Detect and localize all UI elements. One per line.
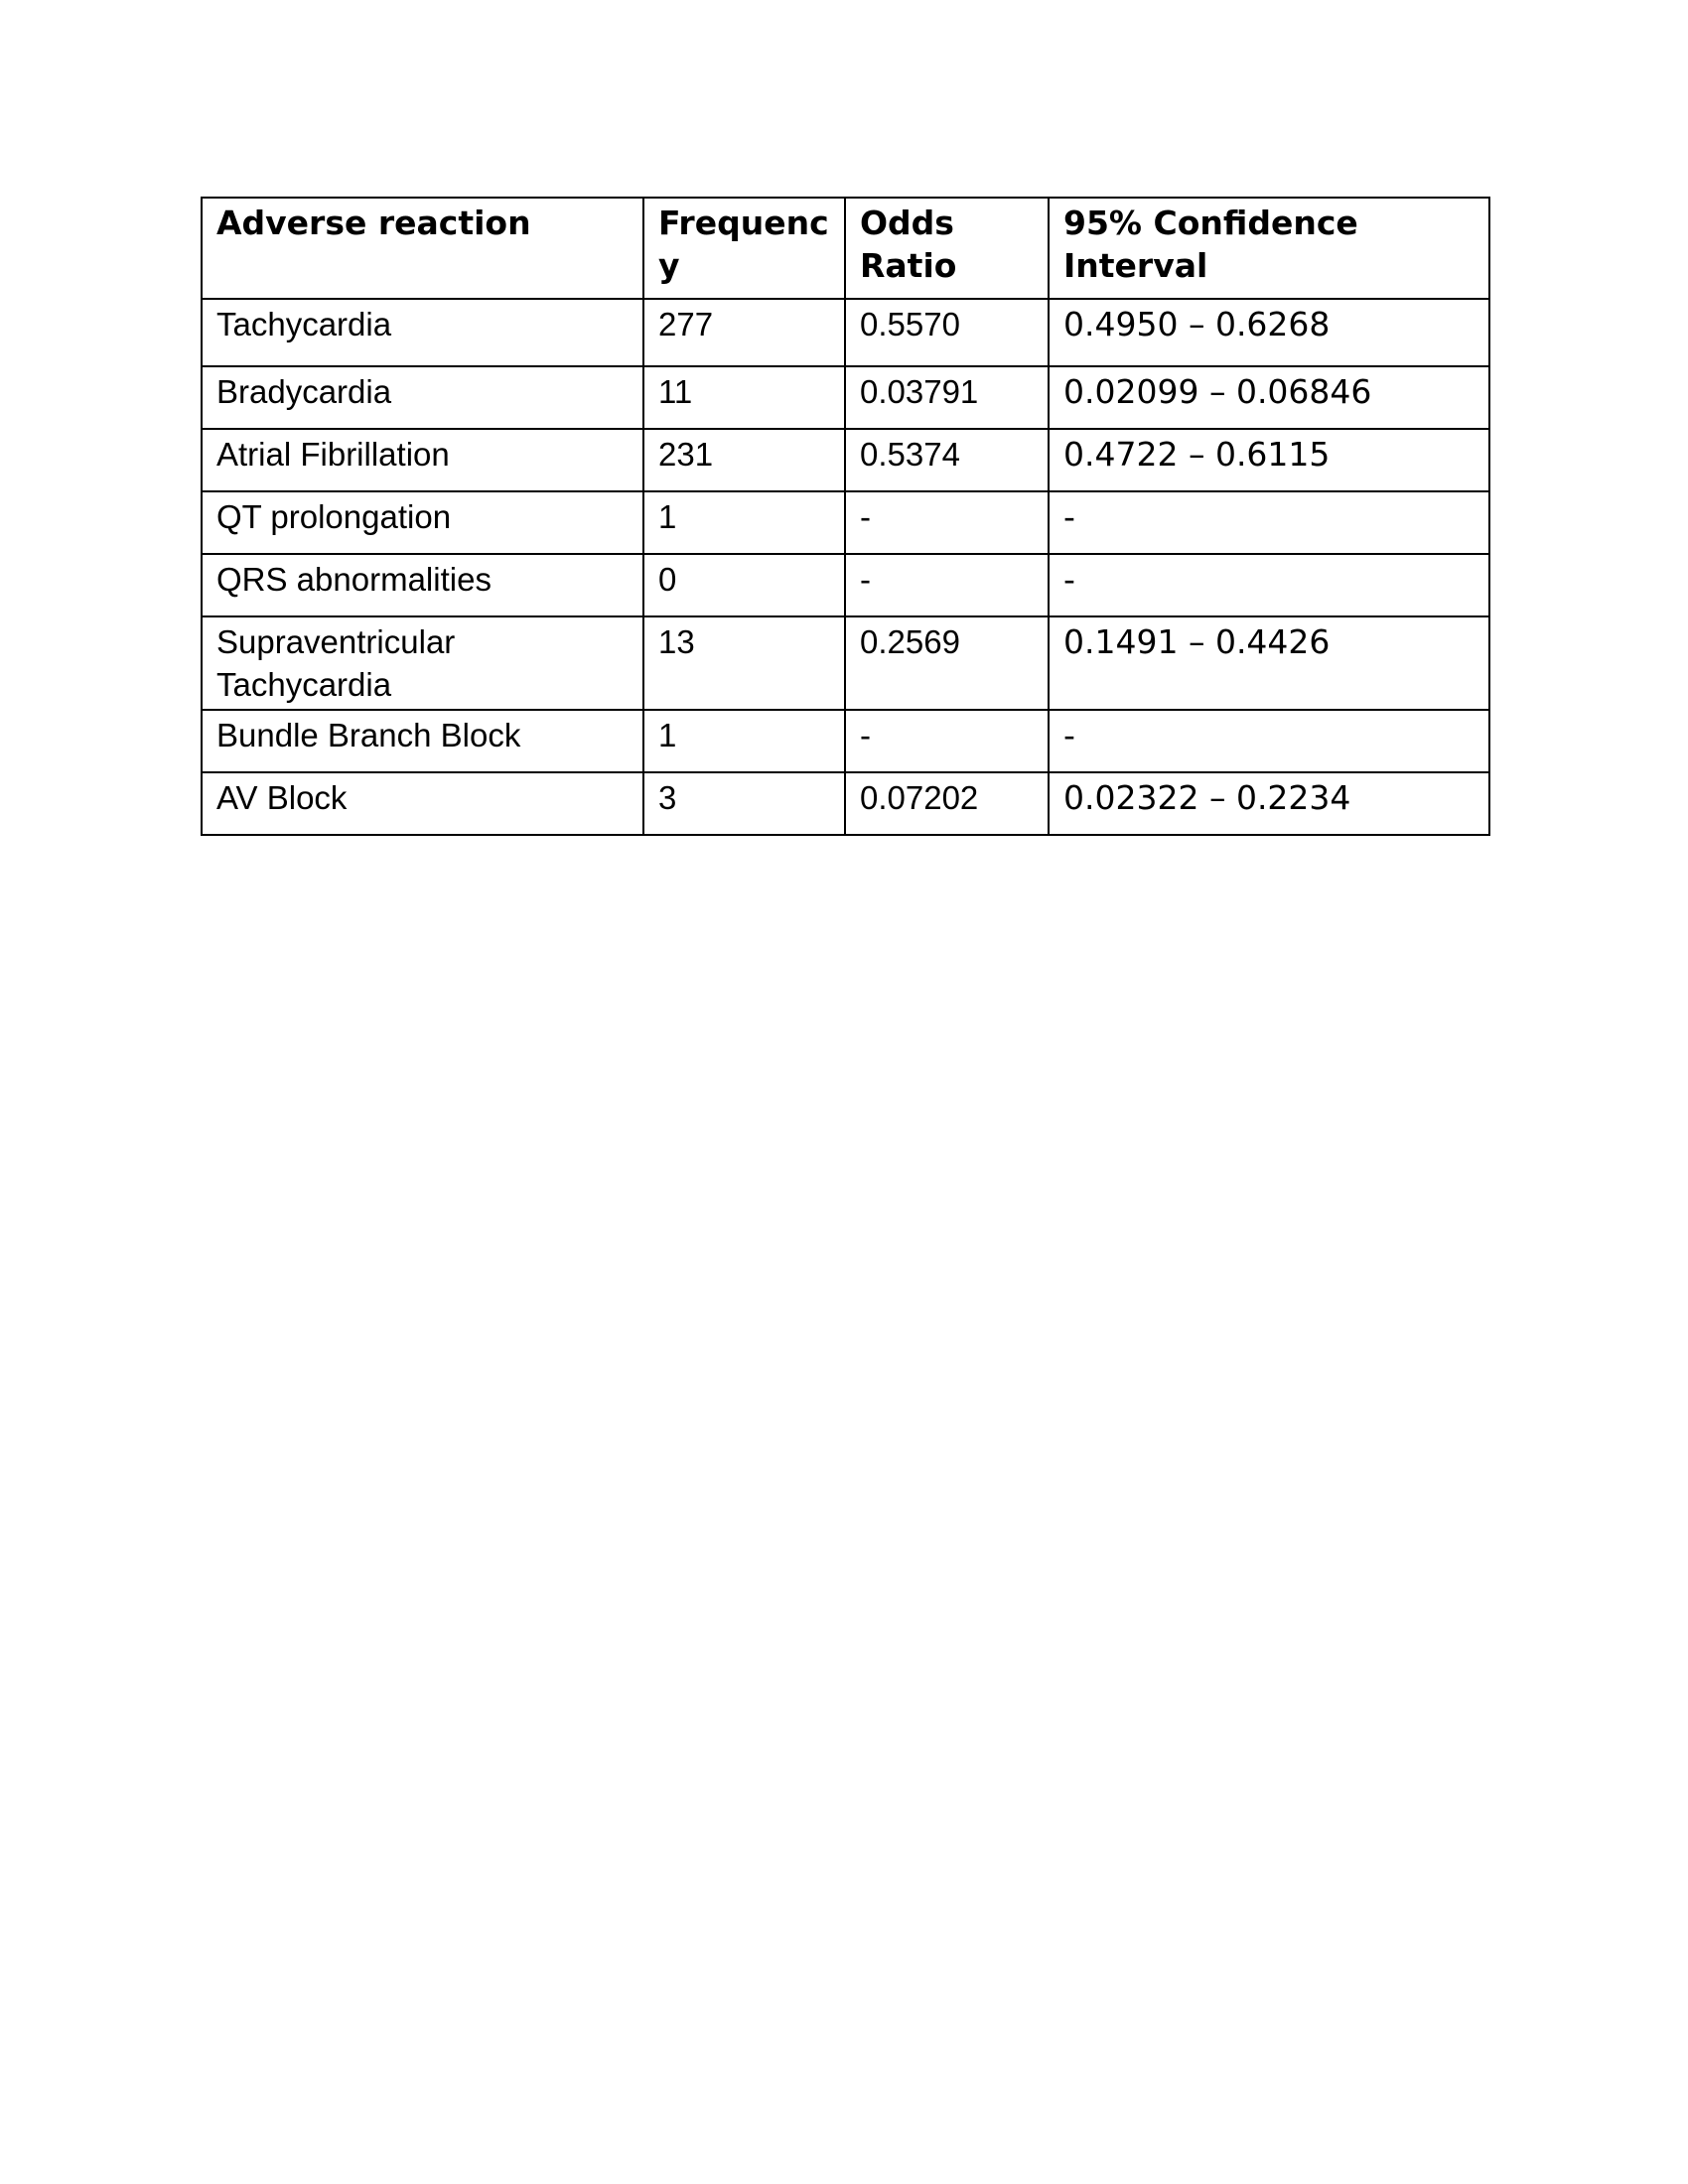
cell-adverse-reaction: Supraventricular Tachycardia: [202, 616, 643, 710]
cell-confidence-interval: -: [1049, 710, 1489, 772]
table-row: [202, 710, 1489, 772]
adverse-reactions-table: [201, 197, 1490, 836]
cell-frequency: 231: [643, 429, 845, 491]
cell-adverse-reaction: Bradycardia: [202, 366, 643, 429]
table-row: [202, 299, 1489, 366]
cell-adverse-reaction: AV Block: [202, 772, 643, 835]
cell-odds-ratio: 0.03791: [845, 366, 1049, 429]
table-row: [202, 554, 1489, 616]
cell-adverse-reaction: QT prolongation: [202, 491, 643, 554]
column-header-adverse-reaction: Adverse reaction: [202, 198, 643, 299]
cell-frequency: 13: [643, 616, 845, 710]
cell-odds-ratio: -: [845, 710, 1049, 772]
cell-confidence-interval: 0.02099 – 0.06846: [1049, 366, 1489, 429]
table-row: [202, 616, 1489, 710]
cell-confidence-interval: 0.4950 – 0.6268: [1049, 299, 1489, 366]
cell-confidence-interval: -: [1049, 491, 1489, 554]
cell-confidence-interval: -: [1049, 554, 1489, 616]
cell-odds-ratio: 0.5374: [845, 429, 1049, 491]
table-row: [202, 772, 1489, 835]
cell-odds-ratio: 0.2569: [845, 616, 1049, 710]
table-header-row: [202, 198, 1489, 299]
column-header-frequency: Frequency: [643, 198, 845, 299]
cell-odds-ratio: 0.07202: [845, 772, 1049, 835]
column-header-odds-ratio: Odds Ratio: [845, 198, 1049, 299]
cell-confidence-interval: 0.02322 – 0.2234: [1049, 772, 1489, 835]
cell-adverse-reaction: Atrial Fibrillation: [202, 429, 643, 491]
cell-frequency: 0: [643, 554, 845, 616]
cell-frequency: 277: [643, 299, 845, 366]
column-header-confidence-interval: 95% Confidence Interval: [1049, 198, 1489, 299]
table-row: [202, 429, 1489, 491]
cell-frequency: 1: [643, 710, 845, 772]
cell-adverse-reaction: Tachycardia: [202, 299, 643, 366]
cell-frequency: 1: [643, 491, 845, 554]
cell-adverse-reaction: Bundle Branch Block: [202, 710, 643, 772]
cell-frequency: 11: [643, 366, 845, 429]
cell-adverse-reaction: QRS abnormalities: [202, 554, 643, 616]
cell-odds-ratio: 0.5570: [845, 299, 1049, 366]
cell-odds-ratio: -: [845, 491, 1049, 554]
table-row: [202, 491, 1489, 554]
cell-frequency: 3: [643, 772, 845, 835]
cell-confidence-interval: 0.1491 – 0.4426: [1049, 616, 1489, 710]
table-row: [202, 366, 1489, 429]
cell-confidence-interval: 0.4722 – 0.6115: [1049, 429, 1489, 491]
cell-odds-ratio: -: [845, 554, 1049, 616]
